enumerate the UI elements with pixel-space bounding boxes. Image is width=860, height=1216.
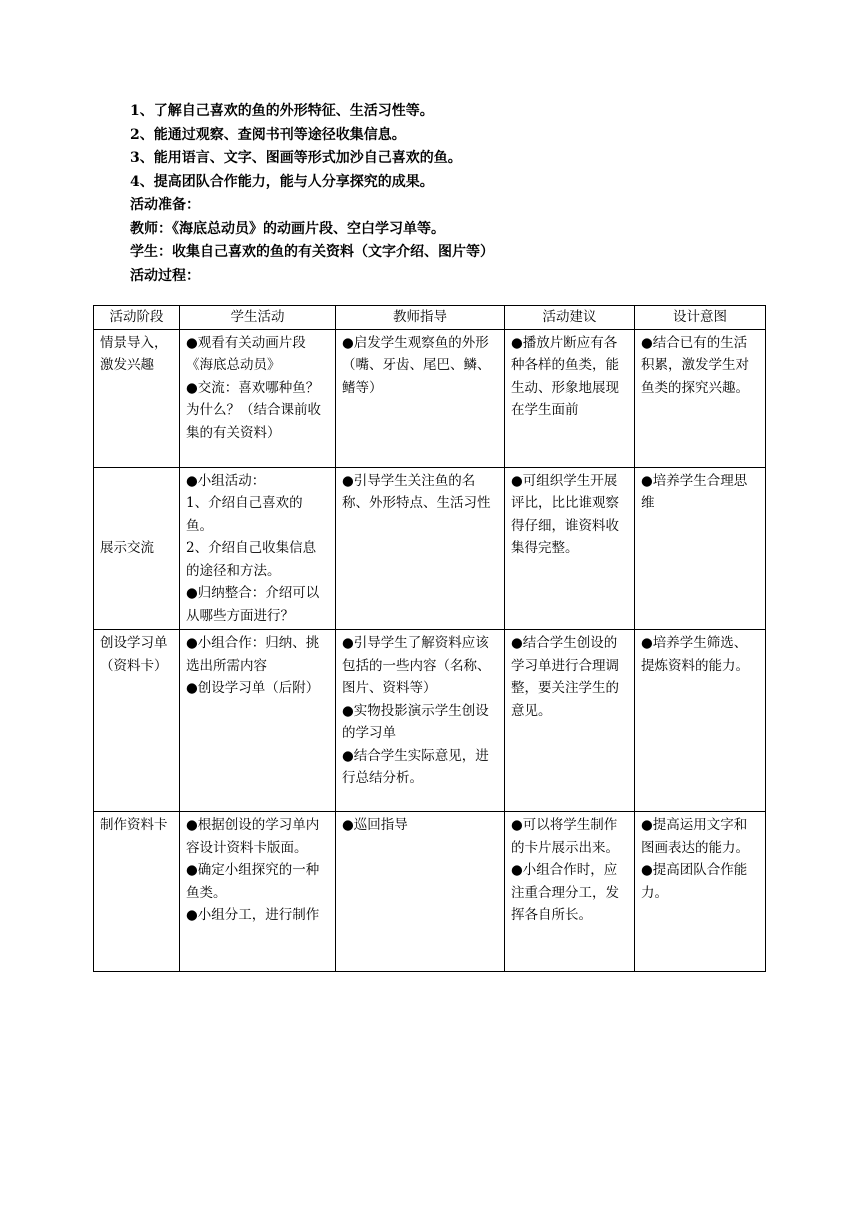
design-intent-cell: ●培养学生合理思维 bbox=[635, 467, 766, 630]
objective-4: 4、提高团队合作能力，能与人分享探究的成果。 bbox=[130, 173, 434, 190]
stage-cell: 制作资料卡 bbox=[94, 812, 180, 972]
teacher-guidance-cell: ●巡回指导 bbox=[336, 812, 505, 972]
stage-cell: 情景导入， 激发兴趣 bbox=[94, 329, 180, 467]
objective-1: 1、了解自己喜欢的鱼的外形特征、生活习性等。 bbox=[130, 103, 434, 119]
teacher-guidance-cell: ●启发学生观察鱼的外形（嘴、牙齿、尾巴、鳞、鳍等） bbox=[336, 329, 505, 467]
objective-3: 3、能用语言、文字、图画等形式加沙自己喜欢的鱼。 bbox=[130, 150, 462, 166]
table-header-row bbox=[94, 306, 766, 330]
preparation-heading: 活动准备： bbox=[130, 197, 200, 213]
table-row bbox=[94, 467, 766, 630]
table-row bbox=[94, 329, 766, 467]
student-activity-cell: ●根据创设的学习单内容设计资料卡版面。 ●确定小组探究的一种鱼类。 ●小组分工，进行制作 bbox=[180, 812, 336, 972]
teacher-preparation: 教师：《海底总动员》的动画片段、空白学习单等。 bbox=[130, 220, 445, 237]
table-row bbox=[94, 812, 766, 972]
teacher-guidance-cell: ●引导学生了解资料应该包括的一些内容（名称、图片、资料等） ●实物投影演示学生创设的学习单 ●结合学生实际意见，进行总结分析。 bbox=[336, 630, 505, 812]
activity-table bbox=[93, 305, 766, 972]
design-intent-cell: ●结合已有的生活积累，激发学生对鱼类的探究兴趣。 bbox=[635, 329, 766, 467]
activity-suggestion-cell: ●可组织学生开展评比，比比谁观察得仔细，谁资料收集得完整。 bbox=[505, 467, 635, 630]
activity-suggestion-cell: ●结合学生创设的学习单进行合理调整，要关注学生的意见。 bbox=[505, 630, 635, 812]
header-activity-suggestion: 活动建议 bbox=[505, 306, 635, 330]
activity-suggestion-cell: ●可以将学生制作的卡片展示出来。 ●小组合作时，应注重合理分工，发挥各自所长。 bbox=[505, 812, 635, 972]
student-preparation: 学生：收集自己喜欢的鱼的有关资料（文字介绍、图片等） bbox=[130, 244, 494, 260]
process-heading: 活动过程： bbox=[130, 267, 200, 284]
header-design-intent: 设计意图 bbox=[635, 306, 766, 330]
teacher-guidance-cell: ●引导学生关注鱼的名称、外形特点、生活习性 bbox=[336, 467, 505, 630]
student-activity-cell: ●观看有关动画片段《海底总动员》 ●交流：喜欢哪种鱼？为什么？（结合课前收集的有关资料） bbox=[180, 329, 336, 467]
activity-suggestion-cell: ●播放片断应有各种各样的鱼类，能生动、形象地展现在学生面前 bbox=[505, 329, 635, 467]
table-row bbox=[94, 630, 766, 812]
header-student-activity: 学生活动 bbox=[180, 306, 336, 330]
objective-2: 2、能通过观察、查阅书刊等途径收集信息。 bbox=[130, 126, 406, 143]
design-intent-cell: ●培养学生筛选、提炼资料的能力。 bbox=[635, 630, 766, 812]
stage-cell: 展示交流 bbox=[94, 467, 180, 630]
header-teacher-guidance: 教师指导 bbox=[336, 306, 505, 330]
intro-section bbox=[130, 100, 810, 288]
student-activity-cell: ●小组活动： 1、介绍自己喜欢的鱼。 2、介绍自己收集信息的途径和方法。 ●归纳整合：介绍可以从哪些方面进行？ bbox=[180, 467, 336, 630]
header-stage: 活动阶段 bbox=[94, 306, 180, 330]
design-intent-cell: ●提高运用文字和图画表达的能力。 ●提高团队合作能力。 bbox=[635, 812, 766, 972]
stage-cell: 创设学习单（资料卡） bbox=[94, 630, 180, 812]
student-activity-cell: ●小组合作：归纳、挑选出所需内容 ●创设学习单（后附） bbox=[180, 630, 336, 812]
